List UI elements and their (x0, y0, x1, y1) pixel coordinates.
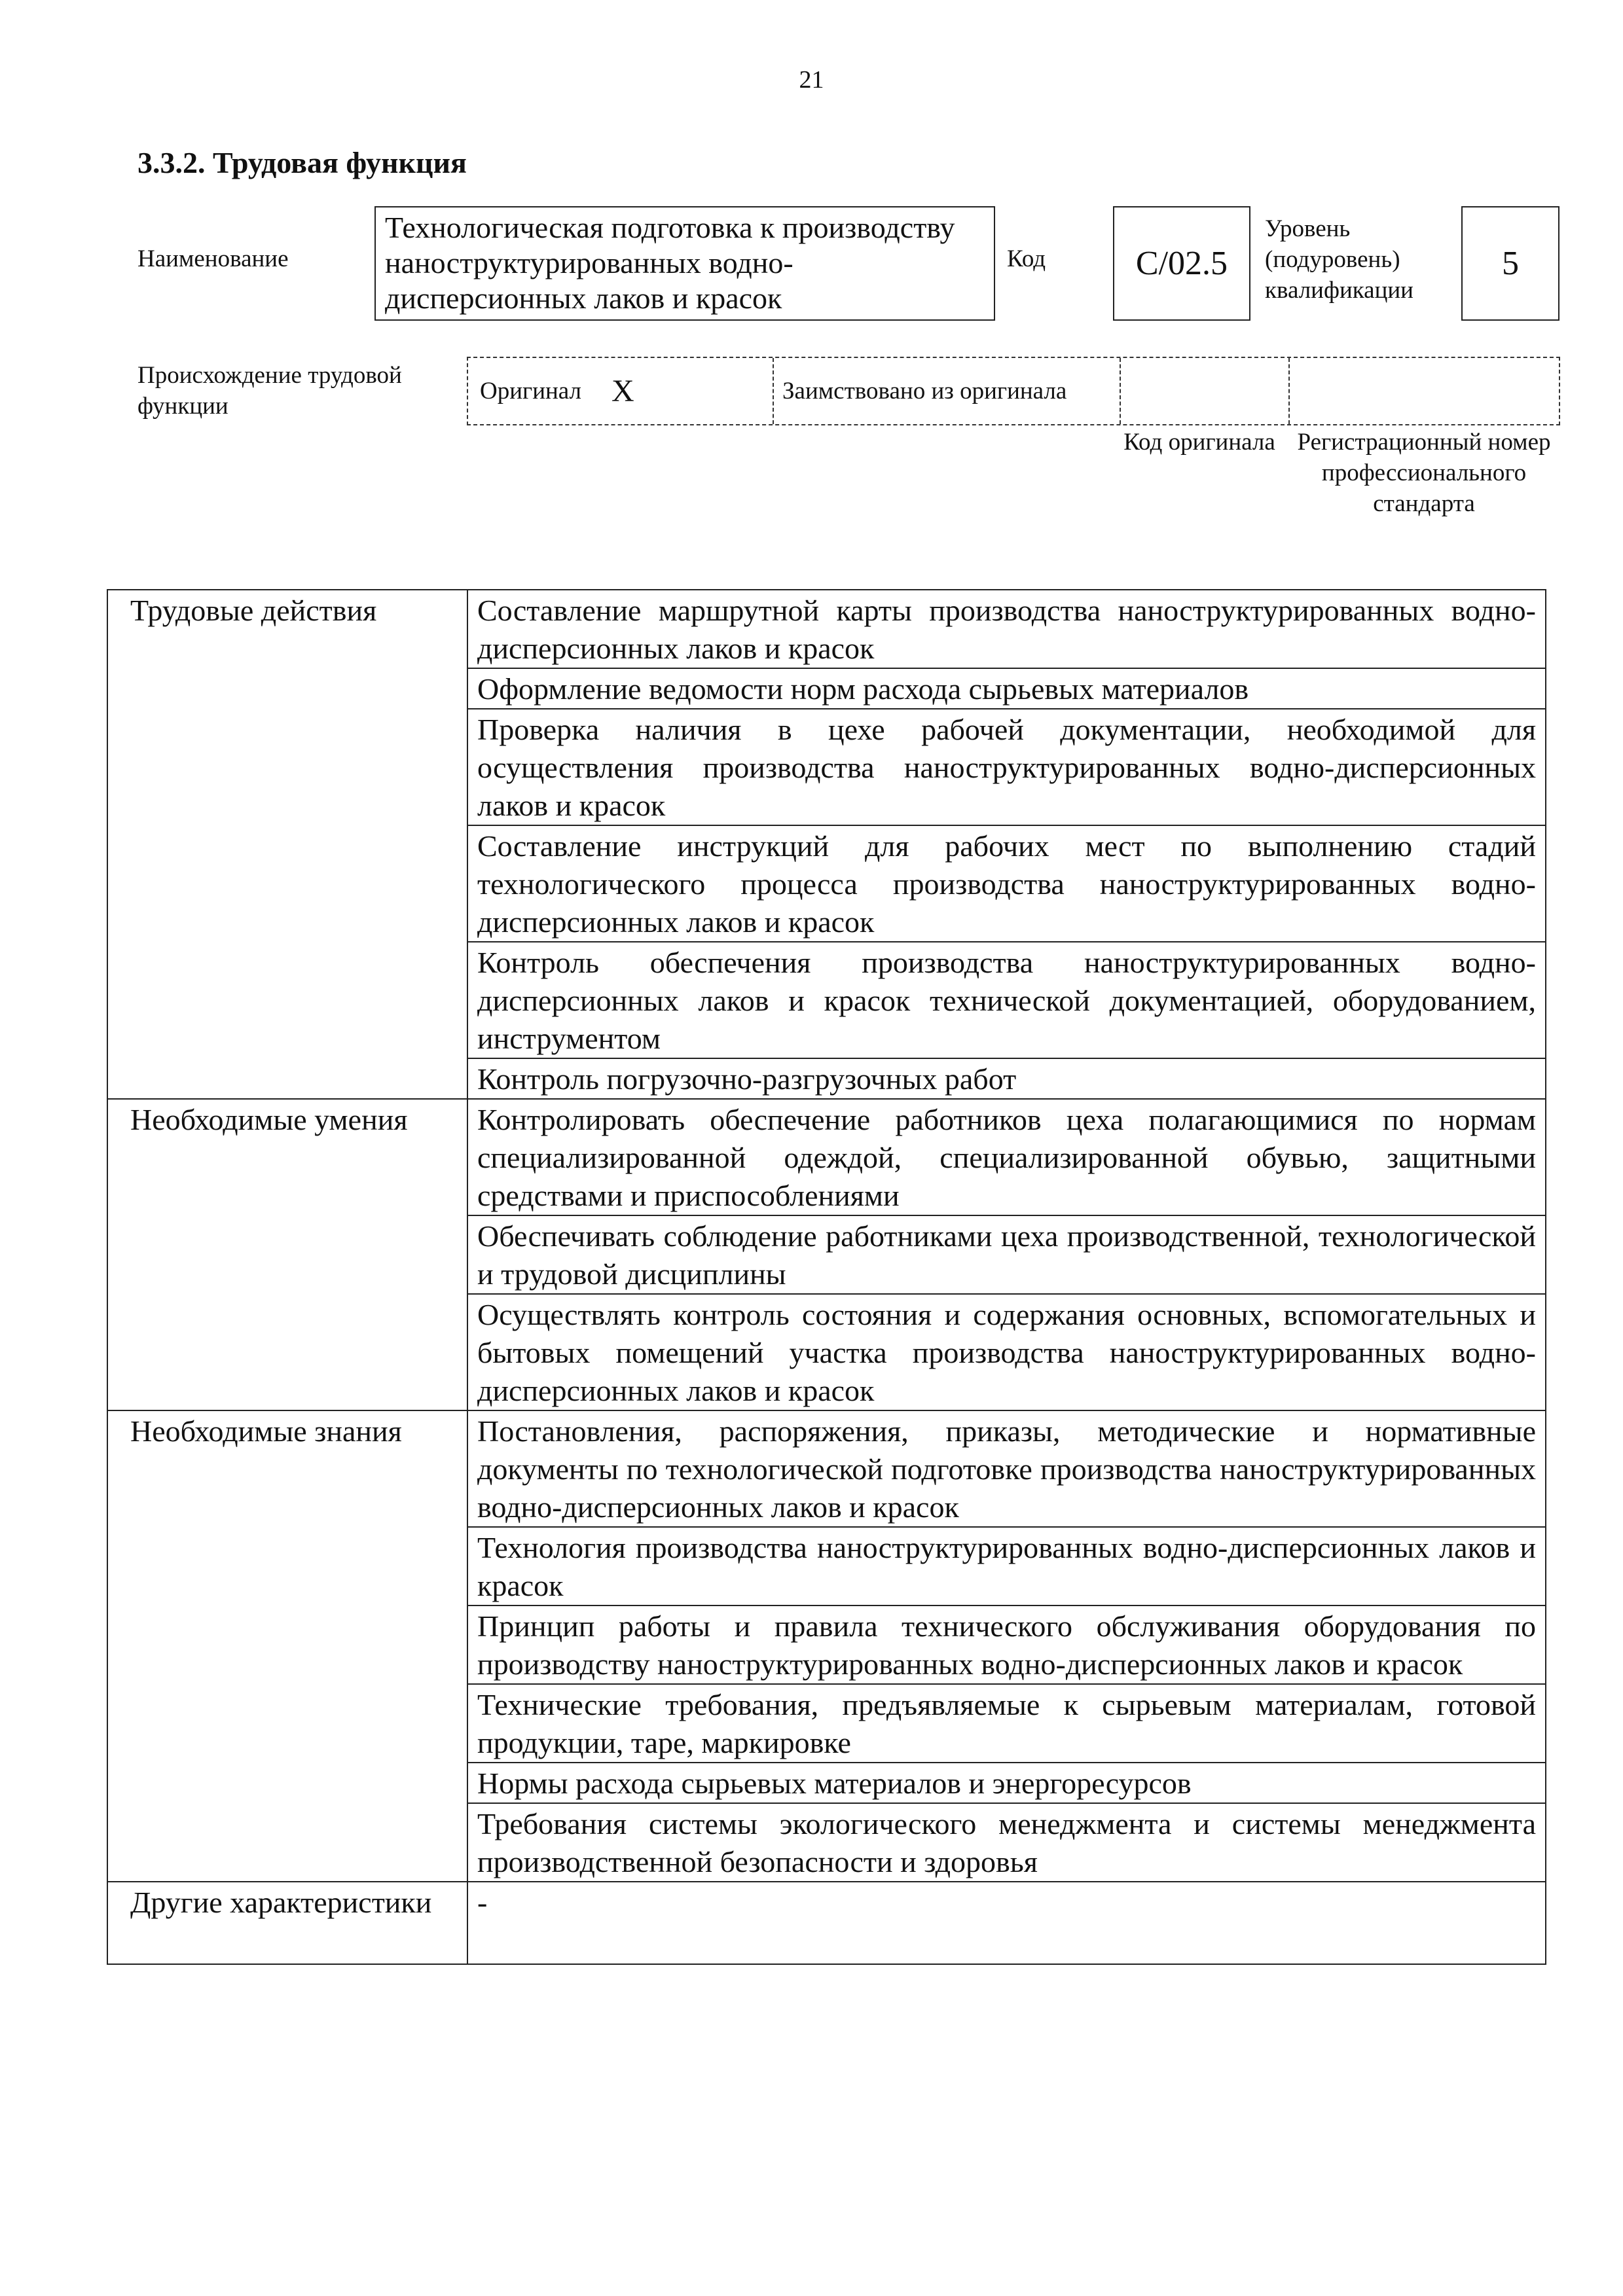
knowledge-item: Технология производства наноструктурированных водно-дисперсионных лаков и красок (467, 1527, 1546, 1605)
skill-item: Обеспечивать соблюдение работниками цеха производственной, технологической и трудовой дисциплины (467, 1215, 1546, 1294)
level-label: Уровень (подуровень) квалификации (1265, 215, 1413, 304)
function-table (107, 589, 1546, 1965)
function-name-box: Технологическая подготовка к производству наноструктурированных водно-дисперсионных лаков и красок (374, 206, 995, 321)
origin-divider (1288, 358, 1290, 424)
skill-item: Осуществлять контроль состояния и содержания основных, вспомогательных и бытовых помещений участка производства наноструктурированных водно-дисперсионных лаков и красок (467, 1294, 1546, 1410)
origin-borrowed-cell (782, 358, 1067, 424)
labor-action-item: Проверка наличия в цехе рабочей документации, необходимой для осуществления производства наноструктурированных водно-дисперсионных лаков и красок (467, 709, 1546, 825)
labor-action-item: Контроль обеспечения производства наноструктурированных водно-дисперсионных лаков и красок технической документацией, оборудованием, инструментом (467, 942, 1546, 1058)
knowledge-item: Нормы расхода сырьевых материалов и энергоресурсов (467, 1763, 1546, 1803)
labor-action-item: Контроль погрузочно-разгрузочных работ (467, 1058, 1546, 1099)
labor-action-item: Составление маршрутной карты производства наноструктурированных водно-дисперсионных лаков и красок (467, 590, 1546, 668)
origin-original-mark: X (611, 374, 634, 408)
table-row (107, 1410, 1546, 1527)
labor-action-item: Составление инструкций для рабочих мест по выполнению стадий технологического процесса производства наноструктурированных водно-дисперсионных лаков и красок (467, 825, 1546, 942)
required-skills-label: Необходимые умения (107, 1099, 467, 1410)
origin-borrowed-label: Заимствовано из оригинала (782, 378, 1067, 404)
table-row (107, 590, 1546, 668)
required-knowledge-label: Необходимые знания (107, 1410, 467, 1882)
origin-label: Происхождение трудовой функции (137, 362, 402, 420)
labor-action-item: Оформление ведомости норм расхода сырьевых материалов (467, 668, 1546, 709)
origin-divider (1120, 358, 1121, 424)
level-value: 5 (1502, 245, 1519, 282)
function-code-box (1113, 206, 1250, 321)
origin-divider (773, 358, 774, 424)
knowledge-item: Технические требования, предъявляемые к сырьевым материалам, готовой продукции, таре, маркировке (467, 1684, 1546, 1763)
level-box (1461, 206, 1559, 321)
knowledge-item: Постановления, распоряжения, приказы, методические и нормативные документы по технологической подготовке производства наноструктурированных водно-дисперсионных лаков и красок (467, 1410, 1546, 1527)
labor-actions-label: Трудовые действия (107, 590, 467, 1099)
skill-item: Контролировать обеспечение работников цеха полагающимися по нормам специализированной одеждой, специализированной обувью, защитными средствами и приспособлениями (467, 1099, 1546, 1215)
table-row (107, 1099, 1546, 1215)
section-title: 3.3.2. Трудовая функция (137, 146, 467, 179)
knowledge-item: Требования системы экологического менеджмента и системы менеджмента производственной безопасности и здоровья (467, 1803, 1546, 1882)
table-row (107, 1882, 1546, 1964)
code-label: Код (1007, 245, 1046, 272)
origin-code-caption: Код оригинала (1123, 429, 1275, 456)
origin-original-cell (480, 358, 634, 424)
reg-number-caption: Регистрационный номер профессионального стандарта (1297, 429, 1551, 517)
other-characteristics-label: Другие характеристики (107, 1882, 467, 1964)
origin-original-label: Оригинал (480, 378, 582, 404)
page-number: 21 (799, 66, 824, 94)
knowledge-item: Принцип работы и правила технического обслуживания оборудования по производству наноструктурированных водно-дисперсионных лаков и красок (467, 1605, 1546, 1684)
other-characteristics-value: - (467, 1882, 1546, 1964)
name-label: Наименование (137, 245, 289, 272)
function-code-value: C/02.5 (1135, 245, 1228, 282)
origin-box (467, 357, 1560, 425)
